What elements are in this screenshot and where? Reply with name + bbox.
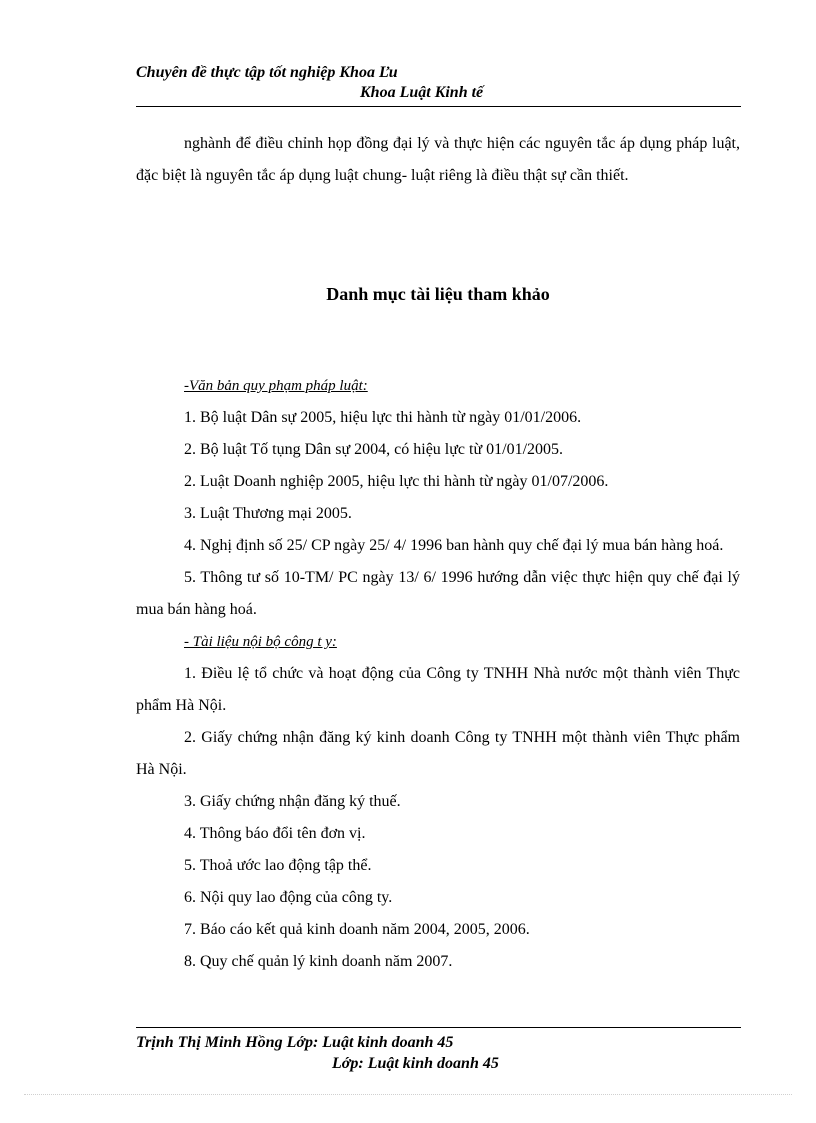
section-title: Danh mục tài liệu tham khảo: [326, 284, 550, 304]
page-footer: [136, 1027, 741, 1072]
legal-docs-label: -Văn bản quy phạm pháp luật:: [184, 378, 368, 394]
reference-item: 7. Báo cáo kết quả kinh doanh năm 2004, 2005, 2006.: [184, 921, 530, 938]
reference-item: 4. Nghị định số 25/ CP ngày 25/ 4/ 1996 ban hành quy chế đại lý mua bán hàng hoá.: [184, 537, 724, 554]
intro-section: [136, 128, 740, 192]
reference-item: 5. Thông tư số 10-TM/ PC ngày 13/ 6/ 1996 hướng dẫn việc thực hiện quy chế đại lý mua bán hàng hoá.: [136, 569, 740, 618]
reference-item: 6. Nội quy lao động của công ty.: [184, 889, 393, 906]
reference-item: 2. Luật Doanh nghiệp 2005, hiệu lực thi hành từ ngày 01/07/2006.: [184, 473, 609, 490]
footer-class: Lớp: Luật kinh doanh 45: [332, 1055, 499, 1072]
page-header: [136, 60, 741, 107]
reference-item: 3. Giấy chứng nhận đăng ký thuế.: [184, 793, 401, 810]
reference-item: 1. Điều lệ tổ chức và hoạt động của Công ty TNHH Nhà nước một thành viên Thực phẩm Hà Nội.: [136, 665, 740, 714]
internal-docs-label: - Tài liệu nội bộ công t y:: [184, 634, 337, 650]
intro-paragraph: nghành để điều chỉnh họp đồng đại lý và thực hiện các nguyên tắc áp dụng pháp luật, đặc biệt là nguyên tắc áp dụng luật chung- luật riêng là điều thật sự cần thiết.: [136, 135, 740, 184]
reference-item: 2. Giấy chứng nhận đăng ký kinh doanh Công ty TNHH một thành viên Thực phẩm Hà Nội.: [136, 729, 740, 778]
reference-item: 5. Thoả ước lao động tập thể.: [184, 857, 372, 874]
header-thesis-title: Chuyên đề thực tập tốt nghiệp Khoa Ľu: [136, 64, 398, 81]
reference-item: 1. Bộ luật Dân sự 2005, hiệu lực thi hành từ ngày 01/01/2006.: [184, 409, 582, 426]
footer-author: Trịnh Thị Minh Hồng Lớp: Luật kinh doanh 45: [136, 1034, 454, 1051]
page-bottom-divider: [24, 1094, 792, 1095]
reference-item: 3. Luật Thương mại 2005.: [184, 505, 352, 522]
header-faculty: Khoa Luật Kinh tế: [360, 84, 484, 101]
reference-list: [136, 370, 740, 978]
reference-item: 8. Quy chế quản lý kinh doanh năm 2007.: [184, 953, 453, 970]
reference-item: 4. Thông báo đổi tên đơn vị.: [184, 825, 366, 842]
reference-item: 2. Bộ luật Tố tụng Dân sự 2004, có hiệu lực từ 01/01/2005.: [184, 441, 564, 458]
